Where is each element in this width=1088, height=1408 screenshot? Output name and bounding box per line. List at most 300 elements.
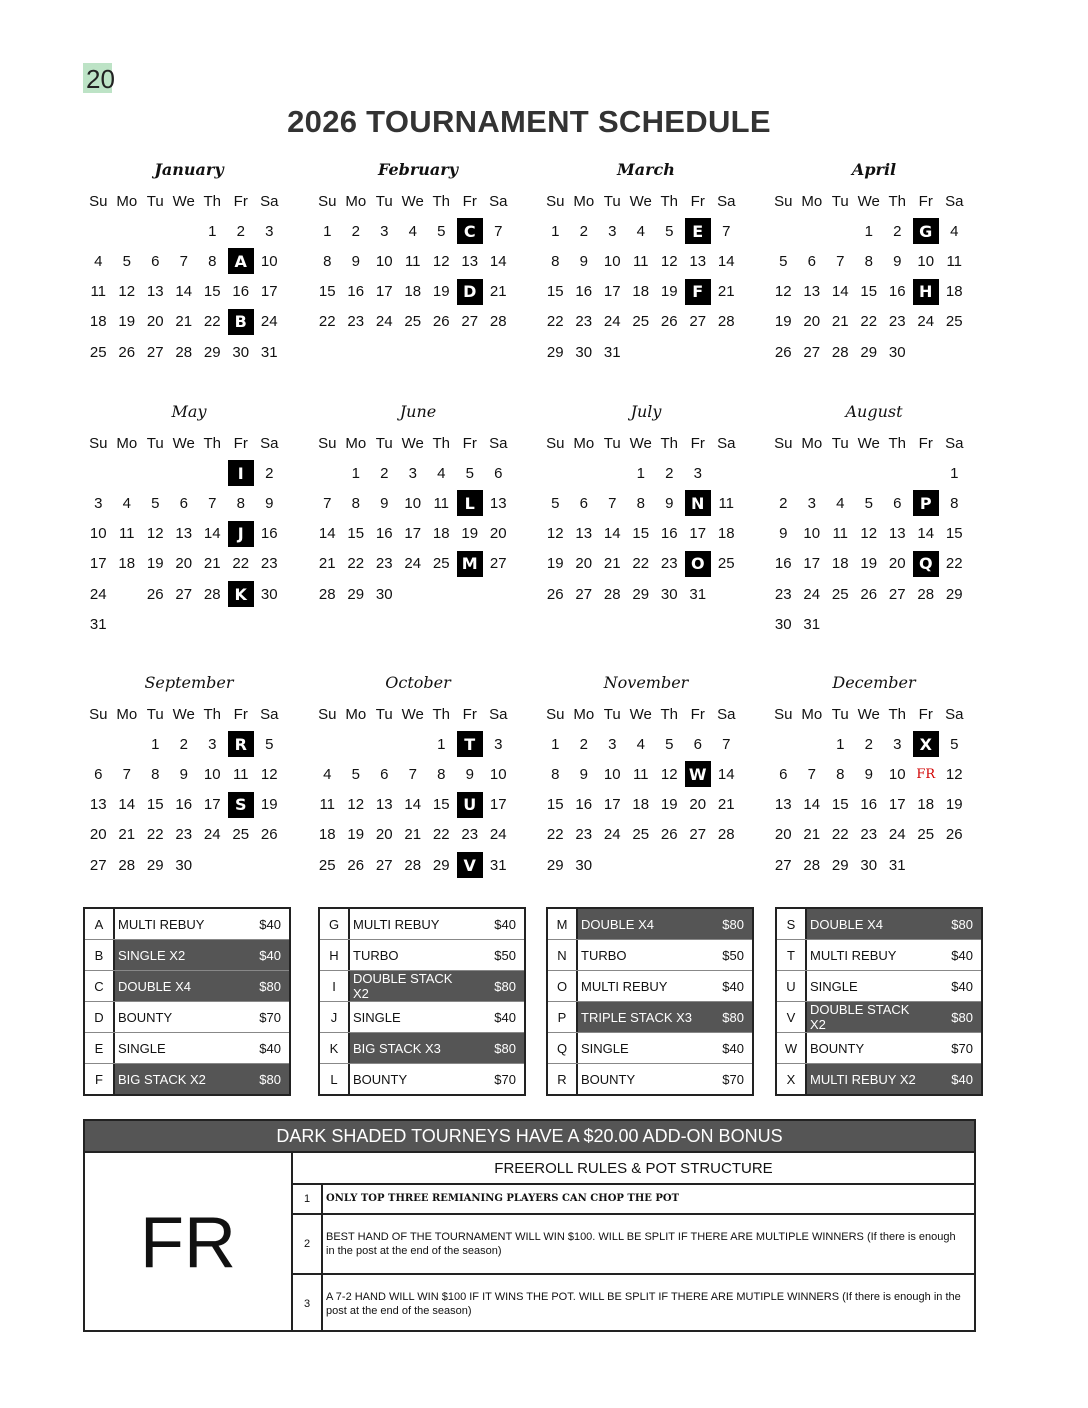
- calendar-day: 23: [660, 555, 678, 573]
- calendar-day: 1: [864, 222, 873, 240]
- calendar-day: 16: [175, 796, 193, 814]
- empty-day: [113, 458, 142, 488]
- calendar-day: 6: [807, 252, 816, 270]
- legend-letter: H: [320, 940, 350, 970]
- weekday-header: Th: [203, 705, 221, 723]
- weekday-header: Fr: [233, 192, 248, 210]
- calendar-day: 10: [489, 765, 507, 783]
- calendar-day: 26: [860, 585, 878, 603]
- calendar-day: 22: [546, 313, 564, 331]
- weekday-header: Tu: [831, 434, 849, 452]
- calendar-day: 15: [632, 525, 650, 543]
- calendar-day: 22: [945, 555, 963, 573]
- rule-row: [293, 1185, 974, 1215]
- calendar-day: 7: [494, 222, 503, 240]
- legend-letter: V: [777, 1002, 807, 1032]
- weekday-header: Sa: [945, 705, 964, 723]
- empty-day: [712, 458, 741, 488]
- calendar-day: 18: [632, 283, 650, 301]
- weekday-header: Fr: [690, 434, 705, 452]
- legend-letter: P: [548, 1002, 578, 1032]
- empty-day: [313, 458, 342, 488]
- legend-name: SINGLE X2: [115, 940, 235, 970]
- calendar-day: 13: [375, 796, 393, 814]
- calendar-day: 27: [175, 585, 193, 603]
- legend-name: SINGLE: [118, 1040, 166, 1056]
- calendar-day: 17: [888, 796, 906, 814]
- calendar-day: 30: [575, 343, 593, 361]
- empty-day: [769, 216, 798, 246]
- calendar-day: 28: [717, 313, 735, 331]
- calendar-day: 25: [318, 856, 336, 874]
- calendar-day: 14: [717, 252, 735, 270]
- legend-row: [777, 909, 981, 940]
- calendar-day: 17: [489, 796, 507, 814]
- calendar-day: 13: [575, 525, 593, 543]
- calendar-day: 30: [860, 856, 878, 874]
- calendar-day: 11: [232, 765, 249, 783]
- calendar-day: 2: [579, 222, 588, 240]
- calendar-day: 6: [779, 765, 788, 783]
- calendar-day: 10: [803, 525, 821, 543]
- calendar-day: 4: [323, 765, 332, 783]
- calendar-day: 9: [465, 765, 474, 783]
- legend-letter: B: [85, 940, 115, 970]
- legend-name: MULTI REBUY: [353, 916, 440, 932]
- calendar-day: 12: [546, 525, 564, 543]
- weekday-header: We: [857, 705, 880, 723]
- legend-name: MULTI REBUY: [581, 978, 668, 994]
- calendar-day: 24: [603, 826, 621, 844]
- tournament-day-marker: [456, 216, 485, 246]
- legend-name: BIG STACK X3: [350, 1033, 470, 1063]
- calendar-day: 16: [375, 525, 393, 543]
- calendar-day: 25: [632, 313, 650, 331]
- weekday-header: Mo: [345, 434, 367, 452]
- empty-day: [798, 729, 827, 759]
- calendar-day: 18: [945, 283, 963, 301]
- calendar-day: 13: [146, 283, 164, 301]
- tournament-day-marker: [227, 790, 256, 820]
- calendar-day: 8: [323, 252, 332, 270]
- weekday-header: Su: [89, 434, 108, 452]
- month-name: August: [845, 402, 903, 421]
- calendar-day: 22: [347, 555, 365, 573]
- month-name: December: [832, 673, 916, 692]
- calendar-day: 18: [118, 555, 136, 573]
- calendar-day: 17: [803, 555, 821, 573]
- calendar-day: 28: [404, 856, 422, 874]
- calendar-day: 30: [660, 585, 678, 603]
- legend-name: SINGLE: [581, 1040, 629, 1056]
- weekday-header: Tu: [603, 705, 621, 723]
- calendar-day: 1: [351, 464, 360, 482]
- calendar-day: 22: [203, 313, 221, 331]
- legend-price: $40: [927, 1064, 981, 1094]
- calendar-day: 2: [893, 222, 902, 240]
- calendar-day: 8: [151, 765, 160, 783]
- tournament-day-marker: [684, 216, 713, 246]
- calendar-day: 24: [375, 313, 393, 331]
- legend-name: DOUBLE STACK X2: [807, 1002, 927, 1032]
- calendar-day: 28: [318, 585, 336, 603]
- month-grid: [84, 428, 284, 639]
- calendar-day: 27: [575, 585, 593, 603]
- weekday-header: Mo: [116, 705, 138, 723]
- calendar-day: 3: [408, 464, 417, 482]
- calendar-day: 5: [665, 222, 674, 240]
- calendar-day: 19: [660, 283, 678, 301]
- calendar-day: 6: [494, 464, 503, 482]
- empty-day: [113, 729, 142, 759]
- legend-price: $80: [470, 1033, 524, 1063]
- weekday-header: Th: [203, 192, 221, 210]
- calendar-day: 15: [546, 283, 564, 301]
- rule-text: A 7-2 HAND WILL WIN $100 IF IT WINS THE POT. WILL BE SPLIT IF THERE ARE MUTIPLE WINNERS (If there is enough in the post at the end of the season): [326, 1290, 961, 1317]
- calendar-day: 9: [779, 525, 788, 543]
- calendar-day: 24: [917, 313, 935, 331]
- legend-price: $70: [951, 1040, 973, 1056]
- tournament-letter: S: [228, 792, 254, 818]
- calendar-day: 7: [807, 765, 816, 783]
- legend-name: BOUNTY: [353, 1071, 408, 1087]
- month-name: April: [851, 160, 897, 179]
- calendar-day: 14: [203, 525, 221, 543]
- weekday-header: Su: [546, 192, 565, 210]
- calendar-day: 4: [950, 222, 959, 240]
- weekday-header: Tu: [146, 705, 164, 723]
- calendar-day: 10: [260, 252, 278, 270]
- empty-day: [170, 216, 199, 246]
- calendar-day: 9: [665, 494, 674, 512]
- weekday-header: Mo: [573, 705, 595, 723]
- weekday-header: Fr: [690, 705, 705, 723]
- legend-row: [548, 1033, 752, 1064]
- weekday-header: Mo: [345, 705, 367, 723]
- month-grid: [541, 186, 741, 367]
- calendar-day: 18: [831, 555, 849, 573]
- calendar-day: 2: [665, 464, 674, 482]
- weekday-header: Mo: [801, 705, 823, 723]
- tournament-letter: D: [457, 279, 483, 305]
- month-grid: [769, 428, 969, 639]
- freeroll-rules-panel: [83, 1119, 976, 1332]
- month-name: November: [603, 673, 689, 692]
- weekday-header: Sa: [260, 705, 279, 723]
- empty-day: [541, 458, 570, 488]
- calendar-day: 30: [774, 615, 792, 633]
- legend-price: $40: [494, 916, 516, 932]
- calendar-day: 16: [888, 283, 906, 301]
- calendar-day: 22: [546, 826, 564, 844]
- month-grid: [84, 699, 284, 880]
- tournament-day-marker: [227, 246, 256, 276]
- calendar-day: 2: [265, 464, 274, 482]
- calendar-day: 16: [232, 283, 250, 301]
- calendar-day: 9: [380, 494, 389, 512]
- empty-day: [855, 458, 884, 488]
- calendar-day: 2: [579, 735, 588, 753]
- calendar-day: 17: [689, 525, 707, 543]
- empty-day: [798, 458, 827, 488]
- calendar-day: 17: [404, 525, 422, 543]
- empty-day: [912, 458, 941, 488]
- weekday-header: Th: [432, 434, 450, 452]
- calendar-day: 16: [347, 283, 365, 301]
- legend-letter: E: [85, 1033, 115, 1063]
- calendar-day: 21: [203, 555, 221, 573]
- calendar-day: 18: [89, 313, 107, 331]
- calendar-day: 11: [718, 494, 735, 512]
- weekday-header: We: [857, 434, 880, 452]
- legend-row: [777, 1064, 981, 1094]
- calendar-day: 9: [579, 252, 588, 270]
- legend-row: [777, 1002, 981, 1033]
- calendar-day: 10: [404, 494, 422, 512]
- calendar-day: 29: [146, 856, 164, 874]
- tournament-letter: O: [685, 551, 711, 577]
- freeroll-marker: [912, 759, 941, 789]
- calendar-day: 9: [351, 252, 360, 270]
- calendar-day: 19: [118, 313, 136, 331]
- calendar-day: 24: [888, 826, 906, 844]
- calendar-day: 17: [203, 796, 221, 814]
- calendar-day: 5: [665, 735, 674, 753]
- calendar-day: 1: [151, 735, 160, 753]
- month-grid: [313, 186, 513, 337]
- weekday-header: Fr: [690, 192, 705, 210]
- calendar-day: 21: [717, 283, 735, 301]
- weekday-header: Tu: [831, 192, 849, 210]
- legend-price: $50: [722, 947, 744, 963]
- calendar-day: 12: [432, 252, 450, 270]
- weekday-header: Sa: [260, 192, 279, 210]
- calendar-day: 28: [203, 585, 221, 603]
- weekday-header: Mo: [573, 434, 595, 452]
- legend-row: [85, 1002, 289, 1033]
- legend-letter: R: [548, 1064, 578, 1094]
- calendar-day: 1: [836, 735, 845, 753]
- calendar-day: 1: [551, 222, 560, 240]
- weekday-header: Sa: [945, 192, 964, 210]
- calendar-day: 25: [432, 555, 450, 573]
- legend-row: [320, 940, 524, 971]
- legend-price: $80: [235, 1064, 289, 1094]
- calendar-day: 26: [660, 313, 678, 331]
- calendar-day: 1: [323, 222, 332, 240]
- calendar-day: 23: [260, 555, 278, 573]
- weekday-header: Mo: [116, 434, 138, 452]
- calendar-day: 31: [888, 856, 906, 874]
- tournament-letter: K: [228, 581, 254, 607]
- tournament-letter: F: [685, 279, 711, 305]
- rule-number: 1: [293, 1185, 323, 1213]
- calendar-day: 14: [603, 525, 621, 543]
- calendar-day: 15: [318, 283, 336, 301]
- empty-day: [826, 458, 855, 488]
- empty-day: [84, 458, 113, 488]
- empty-day: [113, 579, 142, 609]
- calendar-day: 19: [146, 555, 164, 573]
- tournament-letter: M: [457, 551, 483, 577]
- calendar-day: 4: [836, 494, 845, 512]
- tournament-day-marker: [456, 277, 485, 307]
- calendar-day: 12: [347, 796, 365, 814]
- calendar-day: 7: [608, 494, 617, 512]
- calendar-day: 26: [347, 856, 365, 874]
- empty-day: [198, 458, 227, 488]
- weekday-header: Fr: [462, 705, 477, 723]
- tournament-letter: E: [685, 218, 711, 244]
- weekday-header: Fr: [918, 192, 933, 210]
- calendar-day: 5: [864, 494, 873, 512]
- calendar-day: 8: [551, 765, 560, 783]
- calendar-day: 19: [660, 796, 678, 814]
- calendar-day: 20: [146, 313, 164, 331]
- calendar-day: 3: [608, 735, 617, 753]
- calendar-day: 29: [546, 343, 564, 361]
- weekday-header: Su: [774, 434, 793, 452]
- empty-day: [113, 216, 142, 246]
- calendar-day: 31: [689, 585, 707, 603]
- tournament-day-marker: [684, 759, 713, 789]
- weekday-header: Th: [432, 192, 450, 210]
- legend-price: $40: [235, 940, 289, 970]
- weekday-header: Tu: [146, 434, 164, 452]
- calendar-day: 5: [351, 765, 360, 783]
- calendar-day: 7: [836, 252, 845, 270]
- corner-tag: 20: [83, 63, 112, 93]
- empty-day: [370, 729, 399, 759]
- calendar-day: 27: [461, 313, 479, 331]
- legend-row: [548, 1002, 752, 1033]
- rules-header: FREEROLL RULES & POT STRUCTURE: [293, 1153, 974, 1185]
- calendar-day: 4: [408, 222, 417, 240]
- calendar-day: 14: [717, 765, 735, 783]
- weekday-header: Su: [89, 705, 108, 723]
- calendar-day: 26: [660, 826, 678, 844]
- legend-letter: O: [548, 971, 578, 1001]
- legend-price: $50: [494, 947, 516, 963]
- month-grid: [769, 699, 969, 880]
- rules-table: [293, 1153, 974, 1332]
- calendar-day: 13: [774, 796, 792, 814]
- legend-row: [320, 1002, 524, 1033]
- weekday-header: Fr: [918, 705, 933, 723]
- weekday-header: We: [172, 705, 195, 723]
- calendar-day: 14: [118, 796, 136, 814]
- weekday-header: Su: [89, 192, 108, 210]
- legend-letter: U: [777, 971, 807, 1001]
- calendar-day: 9: [893, 252, 902, 270]
- calendar-day: 22: [146, 826, 164, 844]
- calendar-day: 20: [175, 555, 193, 573]
- calendar-day: 26: [432, 313, 450, 331]
- calendar-day: 19: [546, 555, 564, 573]
- legend-price: $70: [259, 1009, 281, 1025]
- calendar-day: 15: [945, 525, 963, 543]
- calendar-day: 20: [89, 826, 107, 844]
- calendar-day: 24: [404, 555, 422, 573]
- weekday-header: Mo: [801, 434, 823, 452]
- legend-row: [85, 940, 289, 971]
- calendar-day: 22: [860, 313, 878, 331]
- legend-letter: J: [320, 1002, 350, 1032]
- calendar-day: 11: [118, 525, 135, 543]
- calendar-day: 21: [118, 826, 136, 844]
- calendar-day: 25: [89, 343, 107, 361]
- tournament-letter: A: [228, 248, 254, 274]
- calendar-day: 7: [179, 252, 188, 270]
- calendar-day: 25: [945, 313, 963, 331]
- calendar-day: 3: [494, 735, 503, 753]
- calendar-day: 20: [803, 313, 821, 331]
- tournament-day-marker: [227, 458, 256, 488]
- calendar-day: 3: [380, 222, 389, 240]
- calendar-day: 18: [917, 796, 935, 814]
- calendar-day: 15: [432, 796, 450, 814]
- month-grid: [84, 186, 284, 367]
- calendar-day: 6: [893, 494, 902, 512]
- calendar-day: 15: [146, 796, 164, 814]
- legend-row: [777, 971, 981, 1002]
- empty-day: [769, 458, 798, 488]
- legend-name: DOUBLE X4: [578, 909, 698, 939]
- legend-price: $40: [259, 916, 281, 932]
- weekday-header: Th: [888, 434, 906, 452]
- calendar-day: 23: [175, 826, 193, 844]
- calendar-day: 11: [946, 252, 963, 270]
- legend-name: DOUBLE X4: [807, 909, 927, 939]
- calendar-day: 10: [375, 252, 393, 270]
- calendar-day: 8: [864, 252, 873, 270]
- calendar-day: 3: [807, 494, 816, 512]
- calendar-day: 16: [260, 525, 278, 543]
- calendar-day: 9: [579, 765, 588, 783]
- legend-price: $40: [722, 978, 744, 994]
- weekday-header: Sa: [717, 705, 736, 723]
- calendar-day: 7: [408, 765, 417, 783]
- calendar-day: 1: [551, 735, 560, 753]
- legend-price: $40: [259, 1040, 281, 1056]
- calendar-day: 4: [94, 252, 103, 270]
- tournament-letter: L: [457, 490, 483, 516]
- tournament-letter: V: [457, 852, 483, 878]
- legend-letter: G: [320, 909, 350, 939]
- calendar-day: 14: [489, 252, 507, 270]
- legend-price: $70: [494, 1071, 516, 1087]
- legend-letter: A: [85, 909, 115, 939]
- calendar-day: 17: [603, 796, 621, 814]
- calendar-day: 1: [437, 735, 446, 753]
- calendar-day: 22: [831, 826, 849, 844]
- legend-row: [320, 971, 524, 1002]
- calendar-day: 27: [803, 343, 821, 361]
- calendar-day: 18: [318, 826, 336, 844]
- legend-name: MULTI REBUY: [810, 947, 897, 963]
- rule-number: 3: [293, 1275, 323, 1332]
- weekday-header: Th: [432, 705, 450, 723]
- tournament-letter: T: [457, 731, 483, 757]
- legend-price: $80: [698, 1002, 752, 1032]
- empty-day: [798, 216, 827, 246]
- legend-price: $80: [698, 909, 752, 939]
- calendar-day: 5: [151, 494, 160, 512]
- legend-row: [320, 1064, 524, 1094]
- calendar-day: 10: [603, 252, 621, 270]
- empty-day: [84, 729, 113, 759]
- legend-letter: X: [777, 1064, 807, 1094]
